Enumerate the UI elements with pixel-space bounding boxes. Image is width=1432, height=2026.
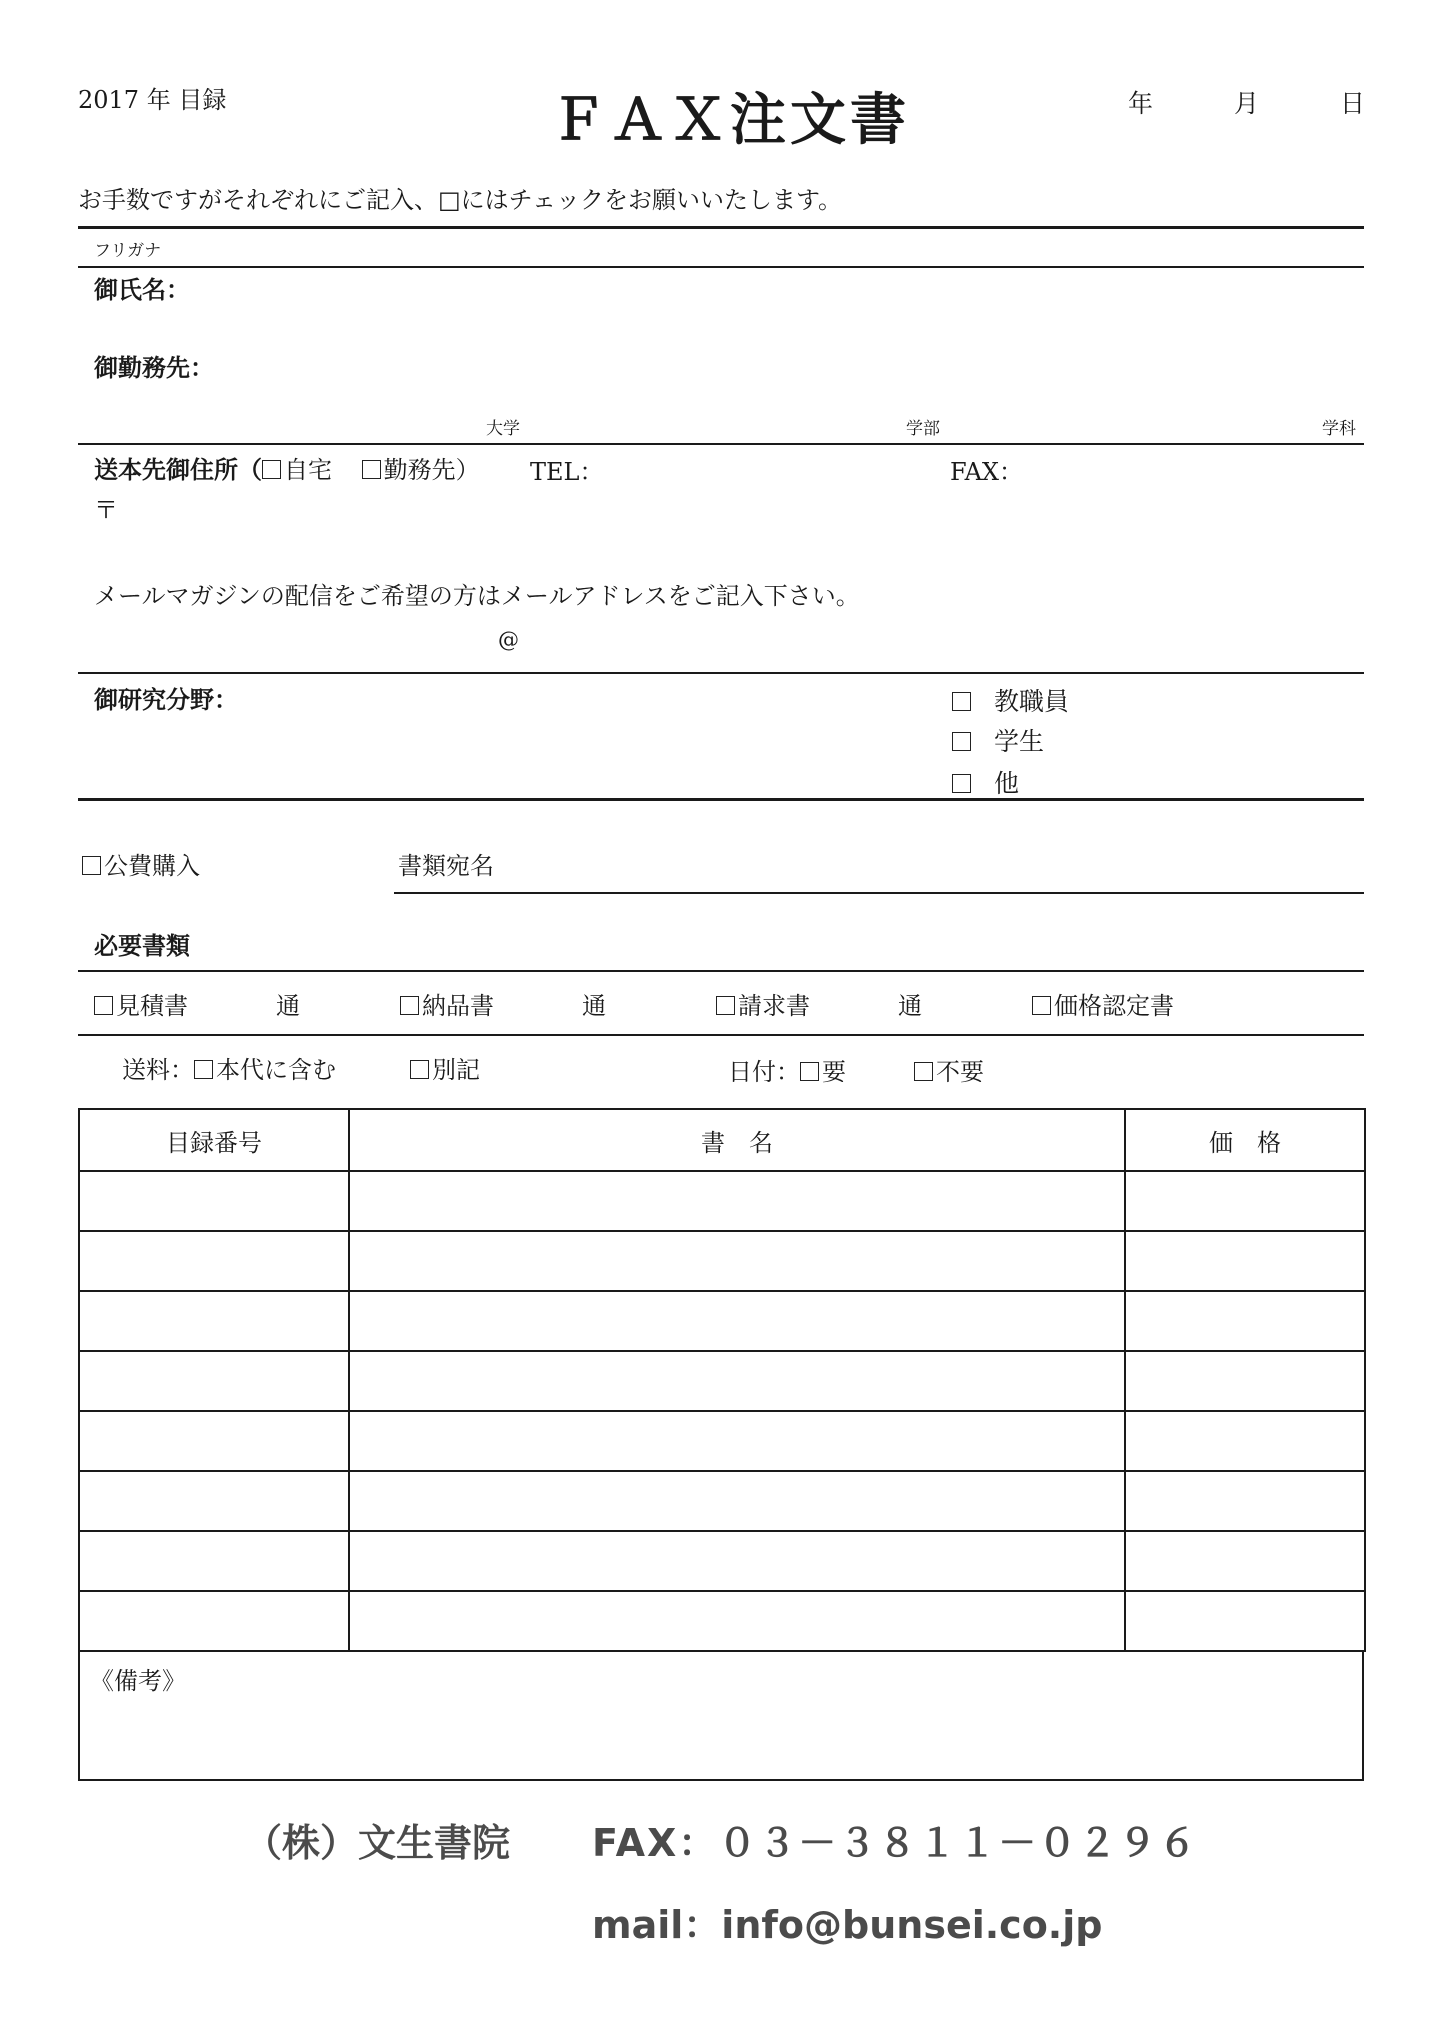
role-other[interactable] <box>952 764 1019 800</box>
catalog-number-cell[interactable] <box>79 1351 349 1411</box>
book-title-cell[interactable] <box>349 1411 1125 1471</box>
home-option-label: 自宅 <box>284 456 332 484</box>
name-label: 御氏名： <box>94 276 190 304</box>
estimate-checkbox[interactable] <box>94 996 113 1015</box>
invoice-copies-unit: 通 <box>898 992 922 1020</box>
remarks-label: 《備考》 <box>90 1667 186 1695</box>
separate-checkbox[interactable] <box>410 1060 429 1079</box>
table-row[interactable] <box>79 1351 1365 1411</box>
divider <box>78 266 1364 268</box>
price-header: 価 格 <box>1125 1109 1365 1171</box>
catalog-number-cell[interactable] <box>79 1231 349 1291</box>
price-cell[interactable] <box>1125 1411 1365 1471</box>
page-title: ＦＡＸ注文書 <box>550 87 910 153</box>
table-row[interactable] <box>79 1231 1365 1291</box>
table-row[interactable] <box>79 1411 1365 1471</box>
role-teacher-checkbox[interactable] <box>952 692 971 711</box>
university-label: 大学 <box>486 419 520 439</box>
divider <box>78 798 1364 801</box>
price-cell[interactable] <box>1125 1471 1365 1531</box>
role-teacher-label: 教職員 <box>994 687 1070 716</box>
date-required-label: 要 <box>822 1058 846 1086</box>
price-certification-checkbox[interactable] <box>1032 996 1051 1015</box>
book-title-cell[interactable] <box>349 1351 1125 1411</box>
invoice-checkbox[interactable] <box>716 996 735 1015</box>
date-not-required-label: 不要 <box>936 1058 984 1086</box>
price-cell[interactable] <box>1125 1531 1365 1591</box>
price-cell[interactable] <box>1125 1291 1365 1351</box>
divider <box>78 226 1364 229</box>
included-label: 本代に含む <box>216 1056 336 1084</box>
office-option-label: 勤務先） <box>383 456 480 484</box>
remarks-box[interactable] <box>78 1651 1364 1781</box>
date-month-label: 月 <box>1234 89 1260 118</box>
included-checkbox[interactable] <box>194 1060 213 1079</box>
table-row[interactable] <box>79 1591 1365 1651</box>
addressee-underline <box>394 892 1364 894</box>
home-checkbox[interactable] <box>262 460 281 479</box>
shipping-label: 送料： <box>122 1056 194 1084</box>
footer-fax: FAX：０３－３８１１－０２９６ <box>592 1821 1199 1865</box>
role-student[interactable] <box>952 722 1044 758</box>
invoice-option[interactable] <box>716 986 810 1021</box>
postal-mark: 〒 <box>94 496 118 524</box>
book-title-cell[interactable] <box>349 1231 1125 1291</box>
public-purchase-checkbox[interactable] <box>82 856 101 875</box>
documents-heading: 必要書類 <box>94 932 190 960</box>
catalog-number-cell[interactable] <box>79 1591 349 1651</box>
research-label: 御研究分野： <box>94 686 238 714</box>
mail-note: メールマガジンの配信をご希望の方はメールアドレスをご記入下さい。 <box>94 582 860 610</box>
delivery-copies-unit: 通 <box>582 992 606 1020</box>
book-title-cell[interactable] <box>349 1591 1125 1651</box>
divider <box>78 970 1364 972</box>
date-year-label: 年 <box>1128 89 1154 118</box>
catalog-number-cell[interactable] <box>79 1411 349 1471</box>
mail-address[interactable]: info@bunsei.co.jp <box>721 1903 1103 1947</box>
department-label: 学科 <box>1322 419 1356 439</box>
role-student-checkbox[interactable] <box>952 732 971 751</box>
separate-option[interactable] <box>410 1050 480 1085</box>
divider <box>78 1034 1364 1036</box>
price-certification-label: 価格認定書 <box>1054 992 1174 1020</box>
date-not-required-option[interactable] <box>914 1052 984 1087</box>
tel-label: TEL： <box>530 458 604 486</box>
company-name: （株）文生書院 <box>244 1821 511 1865</box>
delivery-note-label: 納品書 <box>422 992 494 1020</box>
divider <box>78 672 1364 674</box>
shipping-row <box>122 1050 336 1085</box>
order-table <box>78 1108 1366 1652</box>
office-checkbox[interactable] <box>362 460 381 479</box>
faculty-label: 学部 <box>906 419 940 439</box>
catalog-number-cell[interactable] <box>79 1171 349 1231</box>
separate-label: 別記 <box>432 1056 480 1084</box>
catalog-number-header: 目録番号 <box>79 1109 349 1171</box>
price-cell[interactable] <box>1125 1351 1365 1411</box>
date-label: 日付： <box>728 1058 800 1086</box>
table-row[interactable] <box>79 1471 1365 1531</box>
public-purchase-label: 公費購入 <box>104 852 200 880</box>
role-teacher[interactable] <box>952 682 1069 718</box>
estimate-option[interactable] <box>94 986 188 1021</box>
estimate-copies-unit: 通 <box>276 992 300 1020</box>
role-other-label: 他 <box>994 769 1020 798</box>
catalog-label: 2017 年 目録 <box>78 86 227 114</box>
book-title-cell[interactable] <box>349 1531 1125 1591</box>
divider <box>78 443 1364 445</box>
table-row[interactable] <box>79 1171 1365 1231</box>
role-student-label: 学生 <box>994 727 1045 756</box>
price-cell[interactable] <box>1125 1171 1365 1231</box>
at-mark: @ <box>498 628 519 652</box>
table-row[interactable] <box>79 1531 1365 1591</box>
table-row[interactable] <box>79 1291 1365 1351</box>
catalog-number-cell[interactable] <box>79 1471 349 1531</box>
book-title-cell[interactable] <box>349 1171 1125 1231</box>
date-day-label: 日 <box>1340 89 1366 118</box>
date-required-checkbox[interactable] <box>800 1062 819 1081</box>
book-title-header: 書 名 <box>349 1109 1125 1171</box>
date-not-required-checkbox[interactable] <box>914 1062 933 1081</box>
price-cell[interactable] <box>1125 1231 1365 1291</box>
price-certification-option[interactable] <box>1032 986 1174 1021</box>
delivery-note-option[interactable] <box>400 986 494 1021</box>
workplace-label: 御勤務先： <box>94 354 214 382</box>
catalog-number-cell[interactable] <box>79 1531 349 1591</box>
fax-label: FAX： <box>950 458 1023 486</box>
furigana-label: フリガナ <box>94 241 162 261</box>
instructions: お手数ですがそれぞれにご記入、□にはチェックをお願いいたします。 <box>78 186 843 214</box>
mail-label: mail： <box>592 1903 722 1947</box>
price-cell[interactable] <box>1125 1591 1365 1651</box>
role-other-checkbox[interactable] <box>952 774 971 793</box>
book-title-cell[interactable] <box>349 1471 1125 1531</box>
catalog-number-cell[interactable] <box>79 1291 349 1351</box>
table-header-row <box>79 1109 1365 1171</box>
footer-mail <box>592 1894 1102 1949</box>
estimate-label: 見積書 <box>116 992 188 1020</box>
public-purchase[interactable] <box>82 846 200 881</box>
invoice-label: 請求書 <box>738 992 810 1020</box>
book-title-cell[interactable] <box>349 1291 1125 1351</box>
date-row <box>728 1052 846 1087</box>
address-label: 送本先御住所（ <box>94 456 262 484</box>
address-row <box>94 450 480 485</box>
delivery-note-checkbox[interactable] <box>400 996 419 1015</box>
document-addressee-label: 書類宛名 <box>398 852 494 880</box>
